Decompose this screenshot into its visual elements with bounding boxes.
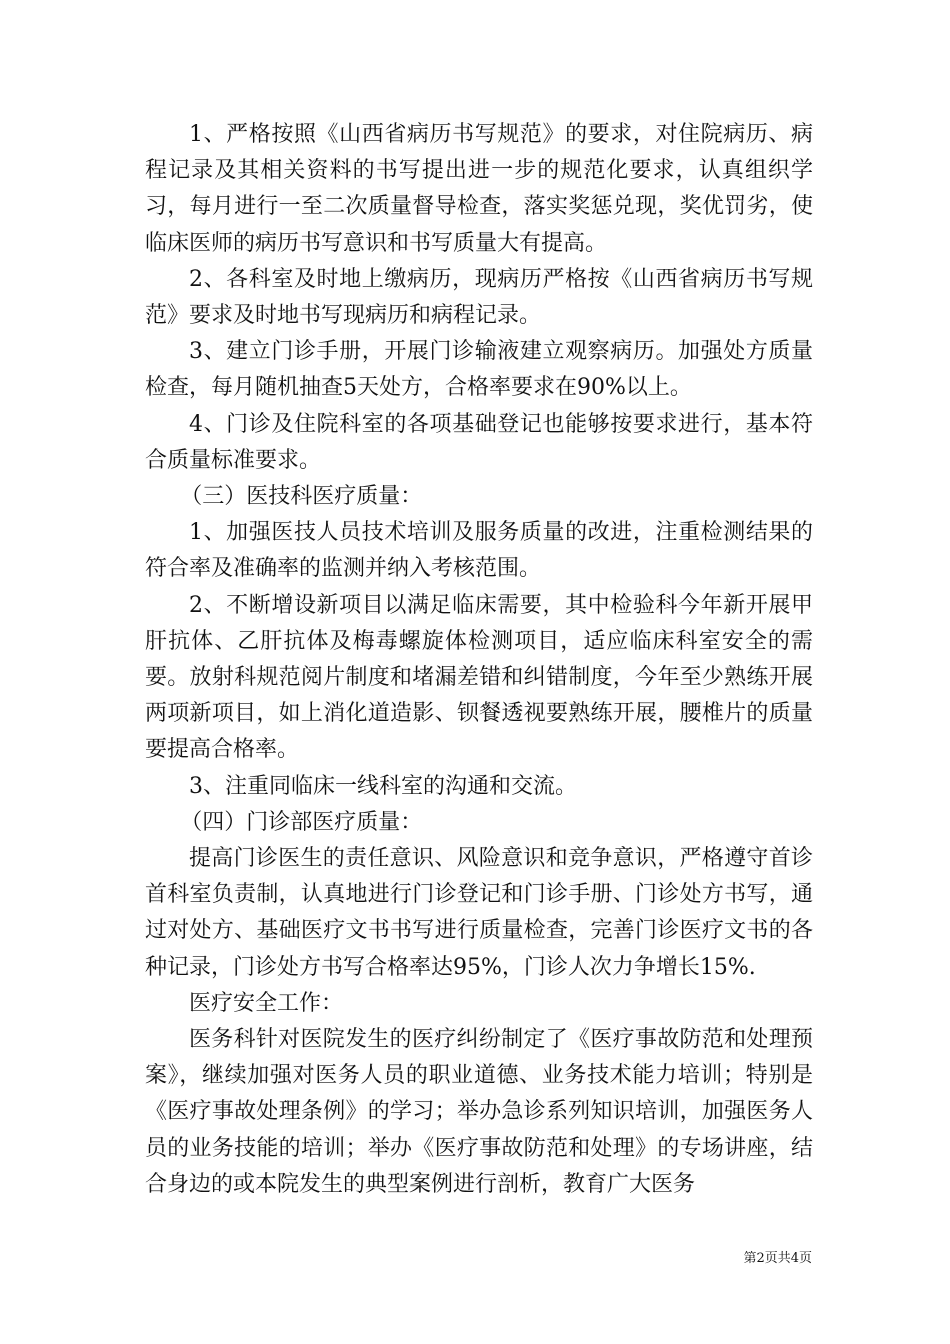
paragraph-6: 2、不断增设新项目以满足临床需要，其中检验科今年新开展甲肝抗体、乙肝抗体及梅毒螺旋体检测项目，适应临床科室安全的需要。放射科规范阅片制度和堵漏差错和纠错制度，今年至少熟练开展两项新项目，如上消化道造影、钡餐透视要熟练开展，腰椎片的质量要提高合格率。: [145, 592, 813, 763]
paragraph-2: 2、各科室及时地上缴病历，现病历严格按《山西省病历书写规范》要求及时地书写现病历和病程记录。: [145, 266, 813, 329]
section-heading-outpatient: （四）门诊部医疗质量：: [180, 809, 423, 835]
paragraph-9: 医务科针对医院发生的医疗纠纷制定了《医疗事故防范和处理预案》，继续加强对医务人员的职业道德、业务技术能力培训；特别是《医疗事故处理条例》的学习；举办急诊系列知识培训，加强医务人员的业务技能的培训；举办《医疗事故防范和处理》的专场讲座，结合身边的或本院发生的典型案例进行剖析，教育广大医务: [145, 1027, 813, 1197]
paragraph-5: 1、加强医技人员技术培训及服务质量的改进，注重检测结果的符合率及准确率的监测并纳入考核范围。: [145, 520, 813, 582]
document-body: [145, 117, 813, 1203]
paragraph-3: 3、建立门诊手册，开展门诊输液建立观察病历。加强处方质量检查，每月随机抽查5天处方，合格率要求在90%以上。: [145, 339, 813, 401]
paragraph-1: 1、严格按照《山西省病历书写规范》的要求，对住院病历、病程记录及其相关资料的书写提出进一步的规范化要求，认真组织学习，每月进行一至二次质量督导检查，落实奖惩兑现，奖优罚劣，使临床医师的病历书写意识和书写质量大有提高。: [145, 122, 813, 256]
paragraph-4: 4、门诊及住院科室的各项基础登记也能够按要求进行，基本符合质量标准要求。: [145, 411, 813, 473]
paragraph-7: 3、注重同临床一线科室的沟通和交流。: [189, 773, 577, 799]
section-heading-medtech: （三）医技科医疗质量：: [180, 484, 423, 510]
paragraph-8: 提高门诊医生的责任意识、风险意识和竞争意识，严格遵守首诊首科室负责制，认真地进行门诊登记和门诊手册、门诊处方书写，通过对处方、基础医疗文书书写进行质量检查，完善门诊医疗文书的各种记录，门诊处方书写合格率达95%，门诊人次力争增长15%.: [145, 846, 813, 980]
page-number: 第2页共4页: [743, 1251, 812, 1266]
paragraph-safety-title: 医疗安全工作：: [189, 990, 344, 1016]
